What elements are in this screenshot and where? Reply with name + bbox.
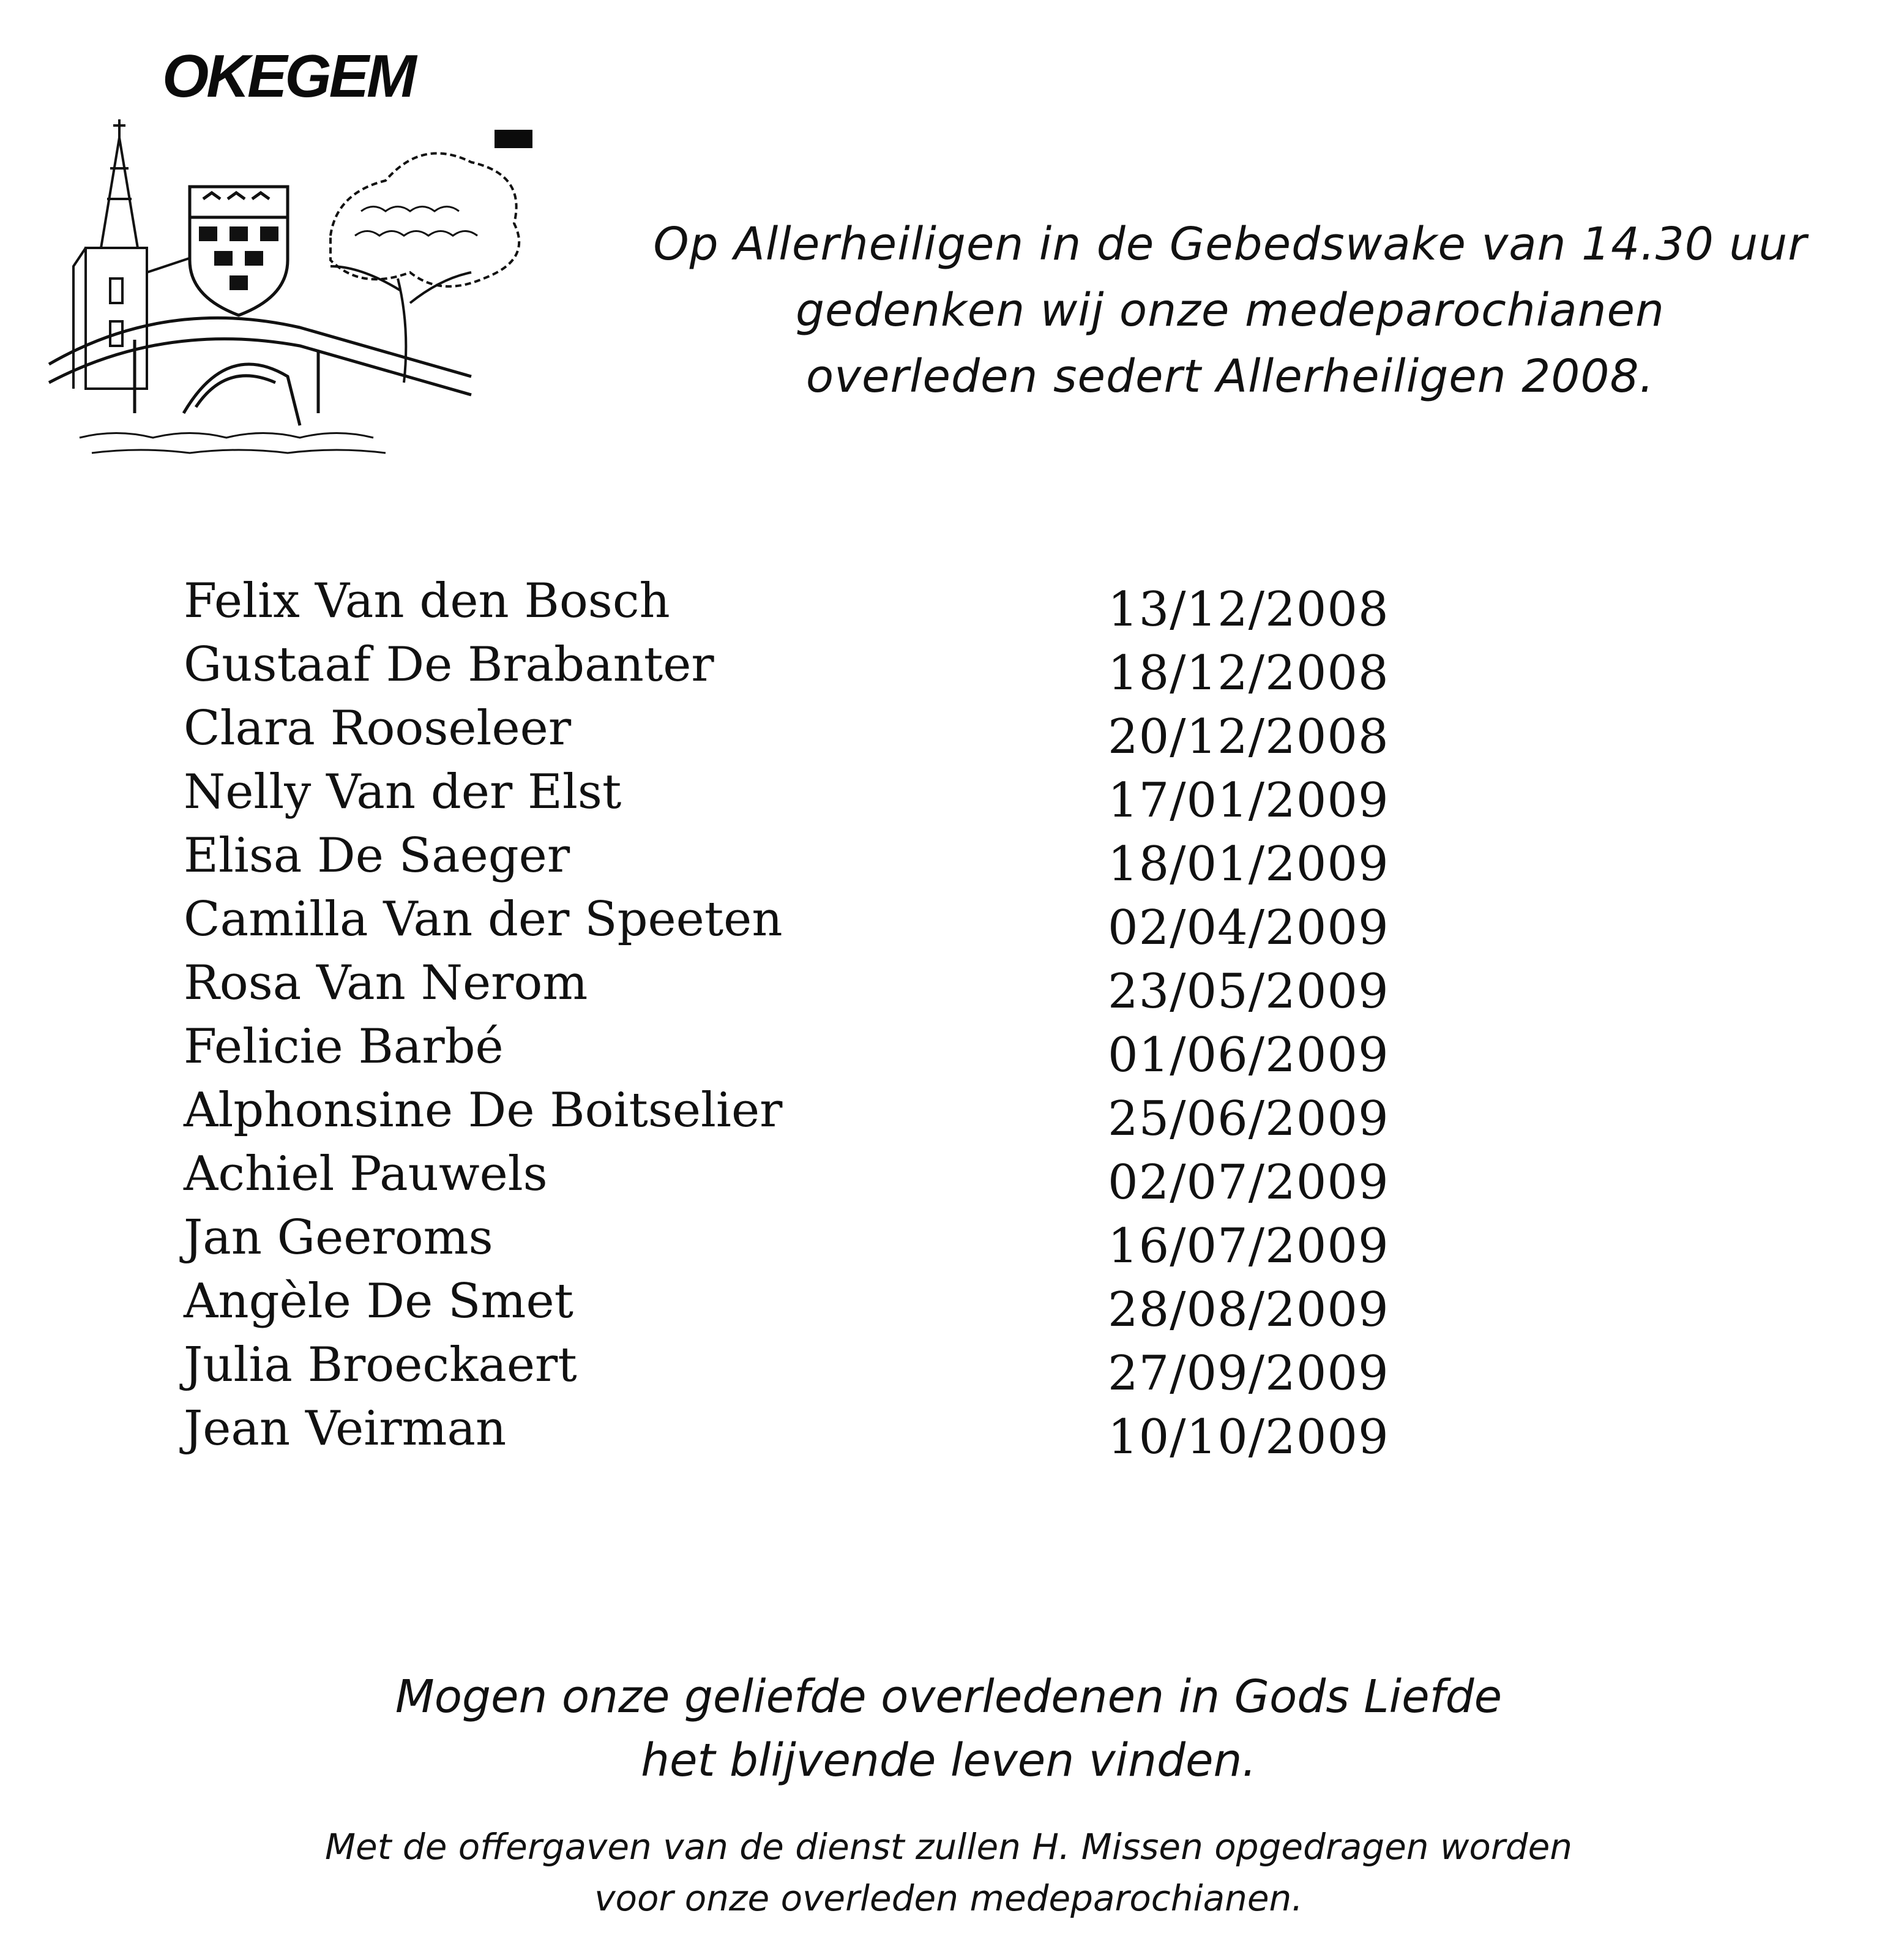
deceased-date: 27/09/2009 [1108, 1346, 1389, 1401]
intro-line: Op Allerheiligen in de Gebedswake van 14.30 uur [653, 218, 1807, 271]
list-item [171, 1015, 1395, 1083]
list-item [171, 1079, 1395, 1147]
deceased-date: 16/07/2009 [1108, 1219, 1389, 1274]
intro-text [588, 211, 1873, 410]
deceased-name: Achiel Pauwels [184, 1147, 548, 1202]
deceased-name: Jan Geeroms [184, 1210, 493, 1265]
deceased-date: 02/04/2009 [1108, 900, 1389, 956]
note-line: Met de offergaven van de dienst zullen H. Missen opgedragen worden [324, 1826, 1573, 1868]
deceased-date: 28/08/2009 [1108, 1282, 1389, 1337]
deceased-name: Elisa De Saeger [184, 828, 570, 883]
list-item [171, 633, 1395, 701]
deceased-name: Felicie Barbé [184, 1019, 504, 1074]
list-item [171, 888, 1395, 956]
list-item [171, 1333, 1395, 1401]
list-item [171, 1206, 1395, 1274]
deceased-date: 13/12/2008 [1108, 582, 1389, 637]
list-item [171, 951, 1395, 1019]
mass-note [184, 1821, 1714, 1924]
blessing-text [184, 1665, 1714, 1792]
village-illustration [43, 119, 545, 456]
deceased-name: Felix Van den Bosch [184, 574, 670, 629]
list-item [171, 1142, 1395, 1210]
deceased-date: 02/07/2009 [1108, 1155, 1389, 1210]
deceased-name: Nelly Van der Elst [184, 765, 622, 820]
deceased-date: 25/06/2009 [1108, 1091, 1389, 1147]
deceased-list [171, 569, 1395, 1465]
deceased-date: 10/10/2009 [1108, 1410, 1389, 1465]
deceased-name: Alphonsine De Boitselier [184, 1083, 783, 1138]
list-item [171, 1397, 1395, 1465]
blessing-line: het blijvende leven vinden. [641, 1734, 1256, 1787]
deceased-date: 17/01/2009 [1108, 773, 1389, 828]
intro-line: overleden sedert Allerheiligen 2008. [805, 350, 1655, 403]
deceased-date: 01/06/2009 [1108, 1028, 1389, 1083]
deceased-date: 18/01/2009 [1108, 837, 1389, 892]
blessing-line: Mogen onze geliefde overledenen in Gods Liefde [395, 1670, 1503, 1723]
deceased-date: 23/05/2009 [1108, 964, 1389, 1019]
note-line: voor onze overleden medeparochianen. [594, 1877, 1303, 1919]
deceased-name: Gustaaf De Brabanter [184, 637, 714, 692]
deceased-name: Angèle De Smet [184, 1274, 573, 1329]
deceased-name: Jean Veirman [184, 1401, 507, 1456]
list-item [171, 697, 1395, 765]
list-item [171, 1270, 1395, 1337]
list-item [171, 824, 1395, 892]
intro-line: gedenken wij onze medeparochianen [796, 284, 1665, 337]
deceased-name: Clara Rooseleer [184, 701, 572, 756]
list-item [171, 760, 1395, 828]
deceased-date: 20/12/2008 [1108, 709, 1389, 765]
deceased-name: Camilla Van der Speeten [184, 892, 783, 947]
coat-of-arms-drawing [190, 187, 288, 315]
logo-wordmark: OKEGEM [162, 42, 414, 110]
deceased-name: Julia Broeckaert [184, 1337, 577, 1393]
tree-drawing [330, 153, 519, 383]
deceased-name: Rosa Van Nerom [184, 956, 588, 1011]
deceased-date: 18/12/2008 [1108, 646, 1389, 701]
list-item [171, 569, 1395, 637]
